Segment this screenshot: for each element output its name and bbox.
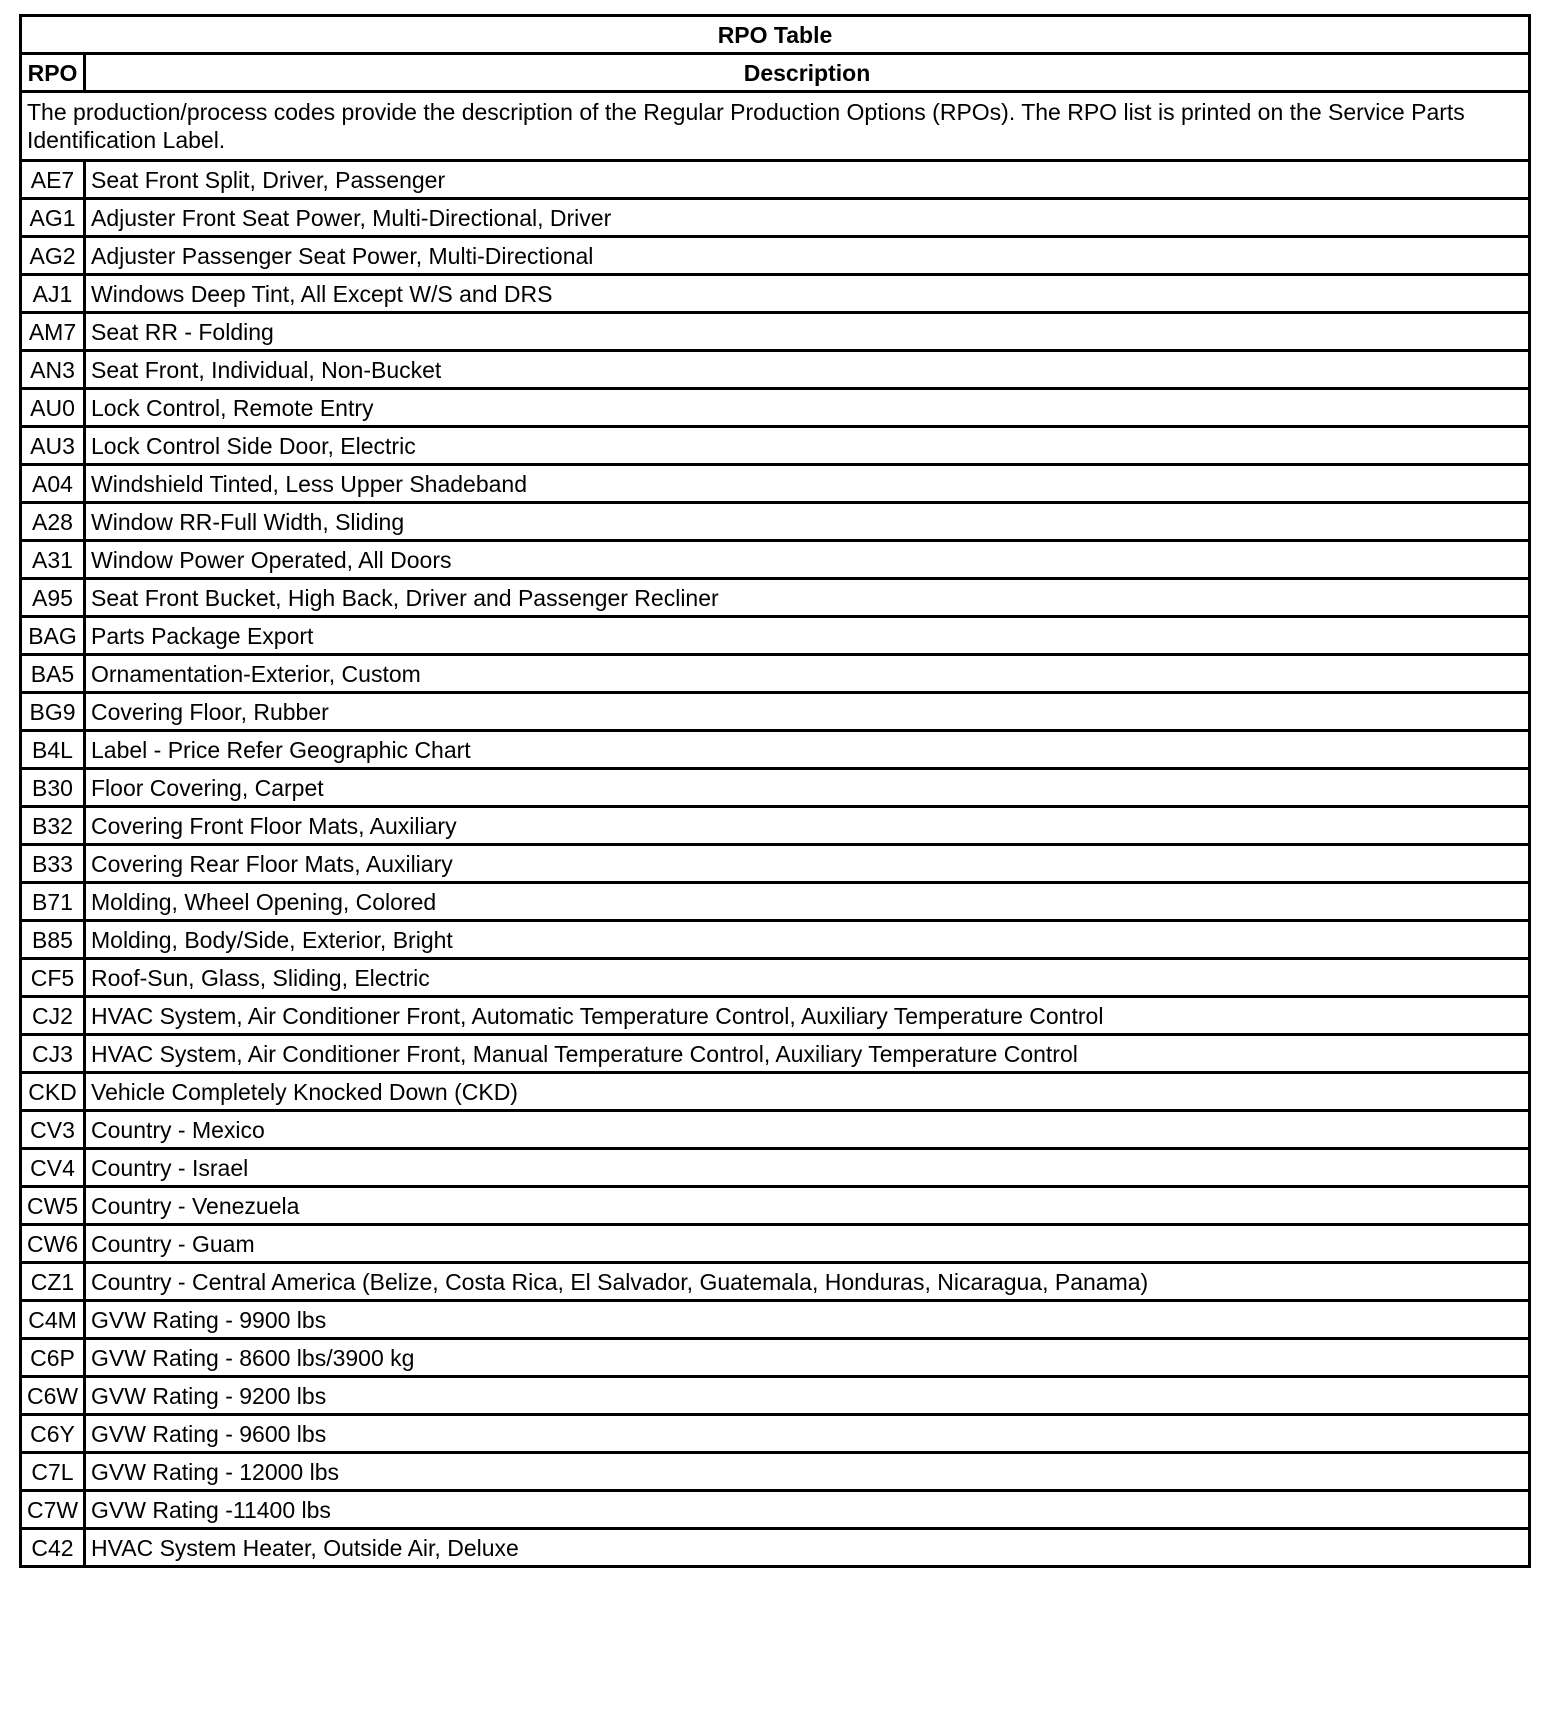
rpo-code: BAG: [21, 617, 85, 655]
rpo-description: Window Power Operated, All Doors: [85, 541, 1530, 579]
table-row: [21, 579, 1530, 617]
rpo-description: Country - Mexico: [85, 1111, 1530, 1149]
rpo-description: GVW Rating - 9900 lbs: [85, 1301, 1530, 1339]
intro-row: [21, 92, 1530, 161]
rpo-description: Covering Floor, Rubber: [85, 693, 1530, 731]
table-row: [21, 921, 1530, 959]
rpo-description: Country - Israel: [85, 1149, 1530, 1187]
header-rpo: RPO: [21, 54, 85, 92]
rpo-code: C42: [21, 1529, 85, 1567]
rpo-description: Seat Front Bucket, High Back, Driver and Passenger Recliner: [85, 579, 1530, 617]
rpo-code: C7L: [21, 1453, 85, 1491]
table-row: [21, 1149, 1530, 1187]
rpo-code: C6Y: [21, 1415, 85, 1453]
table-row: [21, 237, 1530, 275]
rpo-code: CW5: [21, 1187, 85, 1225]
rpo-code: A04: [21, 465, 85, 503]
rpo-description: Vehicle Completely Knocked Down (CKD): [85, 1073, 1530, 1111]
table-row: [21, 427, 1530, 465]
table-row: [21, 959, 1530, 997]
rpo-description: Covering Rear Floor Mats, Auxiliary: [85, 845, 1530, 883]
rpo-description: Country - Central America (Belize, Costa Rica, El Salvador, Guatemala, Honduras, Nicaragua, Panama): [85, 1263, 1530, 1301]
rpo-code: B71: [21, 883, 85, 921]
rpo-description: HVAC System, Air Conditioner Front, Automatic Temperature Control, Auxiliary Temperature Control: [85, 997, 1530, 1035]
table-row: [21, 199, 1530, 237]
rpo-code: AU3: [21, 427, 85, 465]
rpo-description: Roof-Sun, Glass, Sliding, Electric: [85, 959, 1530, 997]
rpo-description: GVW Rating - 12000 lbs: [85, 1453, 1530, 1491]
table-row: [21, 313, 1530, 351]
table-row: [21, 541, 1530, 579]
table-body: [21, 92, 1530, 1567]
rpo-table: [19, 14, 1531, 1568]
rpo-code: CJ3: [21, 1035, 85, 1073]
rpo-description: Country - Venezuela: [85, 1187, 1530, 1225]
rpo-description: Molding, Wheel Opening, Colored: [85, 883, 1530, 921]
rpo-code: CW6: [21, 1225, 85, 1263]
rpo-description: HVAC System, Air Conditioner Front, Manual Temperature Control, Auxiliary Temperature Control: [85, 1035, 1530, 1073]
rpo-description: Floor Covering, Carpet: [85, 769, 1530, 807]
rpo-description: GVW Rating -11400 lbs: [85, 1491, 1530, 1529]
rpo-description: Ornamentation-Exterior, Custom: [85, 655, 1530, 693]
rpo-description: Covering Front Floor Mats, Auxiliary: [85, 807, 1530, 845]
table-row: [21, 1225, 1530, 1263]
table-row: [21, 1377, 1530, 1415]
rpo-description: GVW Rating - 9600 lbs: [85, 1415, 1530, 1453]
table-row: [21, 1073, 1530, 1111]
rpo-code: AJ1: [21, 275, 85, 313]
rpo-description: Seat RR - Folding: [85, 313, 1530, 351]
table-row: [21, 1415, 1530, 1453]
rpo-description: Lock Control Side Door, Electric: [85, 427, 1530, 465]
rpo-description: Seat Front Split, Driver, Passenger: [85, 161, 1530, 199]
rpo-description: GVW Rating - 8600 lbs/3900 kg: [85, 1339, 1530, 1377]
rpo-code: CF5: [21, 959, 85, 997]
table-row: [21, 1187, 1530, 1225]
intro-text: The production/process codes provide the description of the Regular Production Options (RPOs). The RPO list is printed on the Service Parts Identification Label.: [21, 92, 1530, 161]
table-row: [21, 997, 1530, 1035]
rpo-code: AG2: [21, 237, 85, 275]
table-row: [21, 1035, 1530, 1073]
table-row: [21, 1263, 1530, 1301]
rpo-description: Molding, Body/Side, Exterior, Bright: [85, 921, 1530, 959]
rpo-code: AE7: [21, 161, 85, 199]
table-row: [21, 503, 1530, 541]
table-row: [21, 731, 1530, 769]
rpo-code: C6W: [21, 1377, 85, 1415]
rpo-code: C4M: [21, 1301, 85, 1339]
rpo-code: A31: [21, 541, 85, 579]
table-row: [21, 389, 1530, 427]
rpo-code: AG1: [21, 199, 85, 237]
header-description: Description: [85, 54, 1530, 92]
table-row: [21, 275, 1530, 313]
rpo-code: CZ1: [21, 1263, 85, 1301]
rpo-code: B33: [21, 845, 85, 883]
rpo-code: AM7: [21, 313, 85, 351]
table-row: [21, 1339, 1530, 1377]
rpo-code: AU0: [21, 389, 85, 427]
rpo-code: CV4: [21, 1149, 85, 1187]
table-row: [21, 465, 1530, 503]
rpo-code: CJ2: [21, 997, 85, 1035]
table-row: [21, 351, 1530, 389]
rpo-description: Parts Package Export: [85, 617, 1530, 655]
table-row: [21, 655, 1530, 693]
rpo-description: HVAC System Heater, Outside Air, Deluxe: [85, 1529, 1530, 1567]
rpo-code: C7W: [21, 1491, 85, 1529]
rpo-code: A28: [21, 503, 85, 541]
rpo-description: Adjuster Passenger Seat Power, Multi-Directional: [85, 237, 1530, 275]
rpo-code: CV3: [21, 1111, 85, 1149]
table-row: [21, 1529, 1530, 1567]
table-row: [21, 617, 1530, 655]
rpo-code: B30: [21, 769, 85, 807]
rpo-code: CKD: [21, 1073, 85, 1111]
rpo-description: Windshield Tinted, Less Upper Shadeband: [85, 465, 1530, 503]
table-row: [21, 161, 1530, 199]
table-row: [21, 1301, 1530, 1339]
table-row: [21, 883, 1530, 921]
table-title-row: [21, 16, 1530, 54]
table-row: [21, 845, 1530, 883]
table-row: [21, 1111, 1530, 1149]
rpo-code: B32: [21, 807, 85, 845]
rpo-description: GVW Rating - 9200 lbs: [85, 1377, 1530, 1415]
rpo-description: Seat Front, Individual, Non-Bucket: [85, 351, 1530, 389]
rpo-description: Windows Deep Tint, All Except W/S and DRS: [85, 275, 1530, 313]
table-row: [21, 693, 1530, 731]
rpo-description: Lock Control, Remote Entry: [85, 389, 1530, 427]
table-header-row: [21, 54, 1530, 92]
table-row: [21, 769, 1530, 807]
rpo-description: Window RR-Full Width, Sliding: [85, 503, 1530, 541]
table-row: [21, 1453, 1530, 1491]
rpo-code: A95: [21, 579, 85, 617]
rpo-code: BA5: [21, 655, 85, 693]
rpo-code: C6P: [21, 1339, 85, 1377]
rpo-description: Label - Price Refer Geographic Chart: [85, 731, 1530, 769]
rpo-code: B85: [21, 921, 85, 959]
rpo-code: B4L: [21, 731, 85, 769]
table-row: [21, 807, 1530, 845]
rpo-code: AN3: [21, 351, 85, 389]
rpo-code: BG9: [21, 693, 85, 731]
table-title: RPO Table: [21, 16, 1530, 54]
rpo-description: Adjuster Front Seat Power, Multi-Directional, Driver: [85, 199, 1530, 237]
rpo-description: Country - Guam: [85, 1225, 1530, 1263]
table-row: [21, 1491, 1530, 1529]
